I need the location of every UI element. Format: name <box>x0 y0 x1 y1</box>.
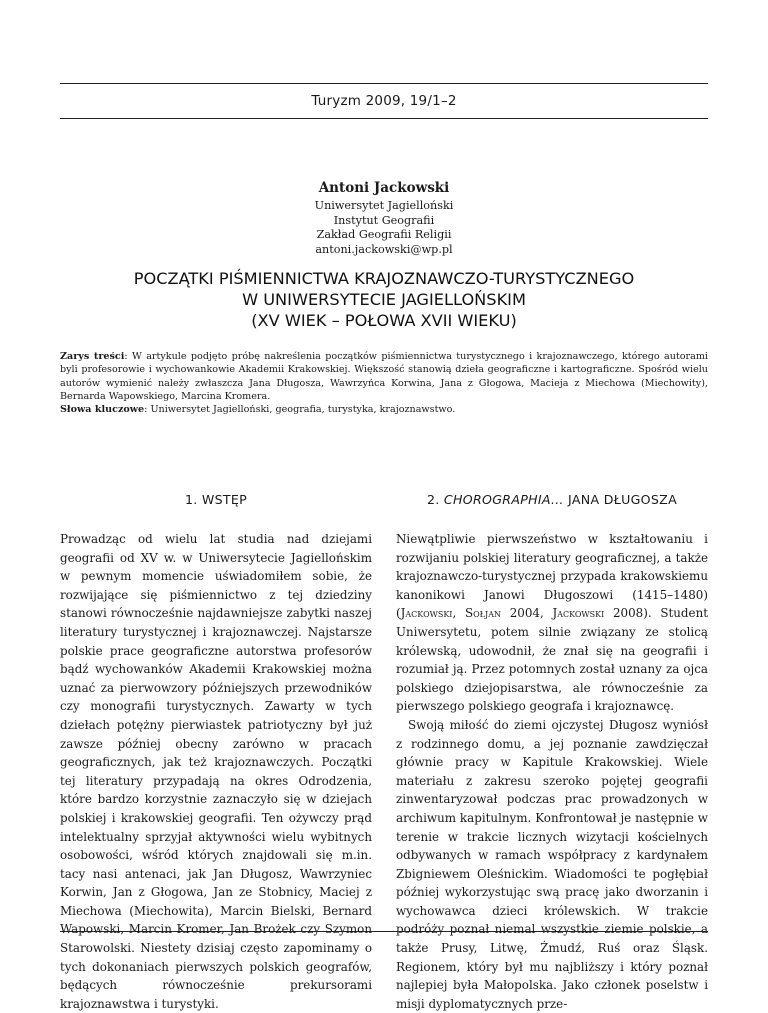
header-rule-bottom <box>60 118 708 119</box>
author-email: antoni.jackowski@wp.pl <box>315 242 453 256</box>
footer-rule <box>60 931 708 932</box>
keywords-text: : Uniwersytet Jagielloński, geografia, turystyka, krajoznawstwo. <box>144 404 456 415</box>
author-name: Antoni Jackowski <box>318 180 450 196</box>
section-1-paragraph: Prowadząc od wielu lat studia nad dziejami geografii od XV w. w Uniwersytecie Jagiellońskim w pewnym momencie uświadomiłem sobie, że rozwijające się piśmiennictwo z tej dziedziny stanowi równocześnie najdawniejsze zabytki naszej literatury turystycznej i krajoznawczej. Najstarsze polskie prace geograficzne autorstwa profesorów bądź wychowanków Akademii Krakowskiej można uznać za pierwowzory późniejszych przewodników czy monografii turystycznych. Zawarty w tych dziełach potężny pierwiastek patriotyczny był już zawsze później obecny zarówno w pracach geograficznych, jak też krajoznawczych. Początki tej literatury przypadają na okres Odrodzenia, które bardzo korzystnie zaznaczyło się w dziejach polskiej i krakowskiej geografii. Ten ożywczy prąd intelektualny sprzyjał aktywności wielu wybitnych osobowości, wśród których znajdowali się m.in. tacy nasi antenaci, jak Jan Długosz, Wawrzyniec Korwin, Jan z Głogowa, Jan ze Stobnicy, Maciej z Miechowa (Miechowita), Marcin Bielski, Bernard Wapowski, Marcin Kromer, Jan Brożek czy Szymon Starowolski. Niestety dzisiaj często zapominamy o tych dokonaniach pierwszych polskich geografów, będących równocześnie prekursorami krajoznawstwa i turystyki. <box>60 532 372 1011</box>
section-1-heading: 1. WSTĘP <box>184 492 248 507</box>
paragraph-text: 2008). Student Uniwersytetu, potem silnie związany ze stolicą królewską, udowodnił, że znał się na geografii i rozumiał ją. Przez potomnych został uznany za ojca polskiego dziejopisarstwa, ale równocześnie za pierwszego polskiego geografa i krajoznawcę. <box>396 606 709 714</box>
section-2-number: 2. <box>426 492 444 507</box>
paragraph-text: , <box>452 606 465 621</box>
abstract-label: Zarys treści <box>60 351 125 362</box>
section-2-italic-title: CHOROGRAPHIA… <box>443 492 564 507</box>
citation-author: Jackowski <box>552 606 605 621</box>
paragraph-text: 2004, <box>501 606 553 621</box>
header-rule-top <box>60 83 708 84</box>
section-2-paragraph-1 <box>396 530 708 716</box>
author-block <box>0 180 768 257</box>
column-right <box>396 530 708 1013</box>
abstract-text: : W artykule podjęto próbę nakreślenia początków piśmiennictwa turystycznego i krajoznawczego, którego autorami byli profesorowie i wychowankowie Akademii Krakowskiej. Większość stanowią dzieła geograficzne i kartograficzne. Spośród wielu autorów wymienić należy zwłaszcza Jana Długosza, Wawrzyńca Korwina, Jana z Głogowa, Macieja z Miechowa (Miechowity), Bernarda Wapowskiego, Marcina Kromera. <box>60 351 708 402</box>
paragraph-text: Niewątpliwie pierwszeństwo w kształtowaniu i rozwijaniu polskiej literatury geograficznej, a także krajoznawczo-turystycznej przypada krakowskiemu kanonikowi Janowi Długoszowi (1415–1480) ( <box>396 532 708 621</box>
title-line: POCZĄTKI PIŚMIENNICTWA KRAJOZNAWCZO-TURYSTYCZNEGO <box>133 269 635 288</box>
keywords <box>60 403 708 416</box>
abstract <box>60 350 708 403</box>
affiliation-department: Zakład Geografii Religii <box>316 228 452 241</box>
keywords-label: Słowa kluczowe <box>60 404 145 415</box>
section-2-heading <box>396 492 708 507</box>
column-left <box>60 530 372 1013</box>
section-2-heading-rest: JANA DŁUGOSZA <box>563 492 678 507</box>
journal-line: Turyzm 2009, 19/1–2 <box>311 93 457 109</box>
title-line: W UNIWERSYTECIE JAGIELLOŃSKIM <box>242 290 526 309</box>
title-line: (XV WIEK – POŁOWA XVII WIEKU) <box>251 311 517 330</box>
affiliation-university: Uniwersytet Jagielloński <box>314 199 454 212</box>
article-title <box>0 268 768 331</box>
affiliation-institute: Instytut Geografii <box>333 213 435 227</box>
citation-author: Jackowski <box>400 606 453 621</box>
citation-author: Sołjan <box>464 606 501 621</box>
section-2-paragraph-2: Swoją miłość do ziemi ojczystej Długosz wyniósł z rodzinnego domu, a jej poznanie zawdzięczał głównie pracy w Kapitule Krakowskiej. Wiele materiału z zakresu szeroko pojętej geografii zinwentaryzował podczas prac prowadzonych w archiwum kapitulnym. Konfrontował je następnie w terenie w trakcie licznych wizytacji kościelnych odbywanych w ramach współpracy z kardynałem Zbigniewem Oleśnickim. Wiadomości te pogłębiał później wykorzystując swą pracę jako dworzanin i wychowawca dzieci królewskich. W trakcie podróży poznał niemal wszystkie ziemie polskie, a także Prusy, Litwę, Żmudź, Ruś oraz Śląsk. Regionem, który był mu najbliższy i który poznał najlepiej była Małopolska. Jako członek poselstw i misji dyplomatycznych prze- <box>396 717 708 1011</box>
